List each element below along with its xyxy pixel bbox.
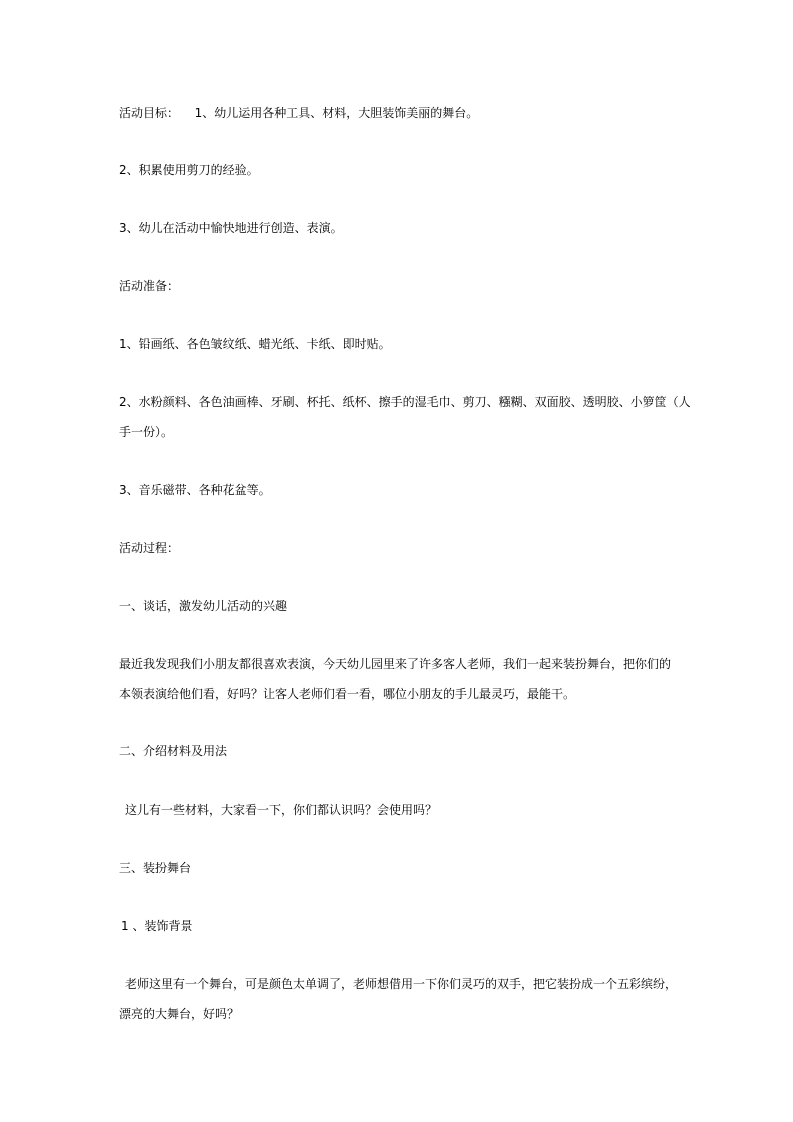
subsection-1-line-1: 老师这里有一个舞台，可是颜色太单调了，老师想借用一下你们灵巧的双手，把它装扮成一个五彩缤纷， [125,977,678,991]
subsection-1-paragraph [119,969,679,1029]
section-2-paragraph [119,795,679,825]
subsection-1-title-text: 1 、装饰背景 [121,919,193,933]
objective-item-2-paragraph [119,155,679,185]
objective-label: 活动目标： [119,106,180,120]
process-heading [119,533,679,563]
preparation-item-2-line-1: 2、水粉颜料、各色油画棒、牙刷、杯托、纸杯、擦手的湿毛巾、剪刀、糨糊、双面胶、透明胶、小箩筐（人 [119,395,691,409]
preparation-item-3: 3、音乐磁带、各种花盆等。 [119,483,271,497]
preparation-item-3-paragraph [119,475,679,505]
objective-item-2: 2、积累使用剪刀的经验。 [119,163,259,177]
objective-paragraph [119,98,679,128]
preparation-item-2-paragraph [119,387,691,447]
section-2-title [119,736,679,766]
objective-item-1: 1、幼儿运用各种工具、材料，大胆装饰美丽的舞台。 [194,106,479,120]
objective-item-3: 3、幼儿在活动中愉快地进行创造、表演。 [119,221,343,235]
preparation-item-1: 1、铅画纸、各色皱纹纸、蜡光纸、卡纸、即时贴。 [119,337,391,351]
section-3-title [119,853,679,883]
subsection-1-line-2: 漂亮的大舞台，好吗？ [119,1007,240,1021]
objective-item-3-paragraph [119,213,679,243]
section-2-text: 这儿有一些材料，大家看一下，你们都认识吗？会使用吗？ [125,803,438,817]
section-1-line-1: 最近我发现我们小朋友都很喜欢表演，今天幼儿园里来了许多客人老师，我们一起来装扮舞台，把你们的 [119,657,672,671]
preparation-heading-text: 活动准备： [119,279,180,293]
section-1-line-2: 本领表演给他们看，好吗？让客人老师们看一看，哪位小朋友的手儿最灵巧，最能干。 [119,687,576,701]
section-1-title [119,591,679,621]
preparation-item-2-line-2: 手一份）。 [119,425,174,439]
preparation-item-1-paragraph [119,329,679,359]
section-2-title-text: 二、介绍材料及用法 [119,744,228,758]
section-1-paragraph [119,649,679,709]
process-heading-text: 活动过程： [119,541,180,555]
subsection-1-title [119,911,679,941]
section-3-title-text: 三、装扮舞台 [119,861,192,875]
preparation-heading [119,271,679,301]
section-1-title-text: 一、谈话，激发幼儿活动的兴趣 [119,599,288,613]
